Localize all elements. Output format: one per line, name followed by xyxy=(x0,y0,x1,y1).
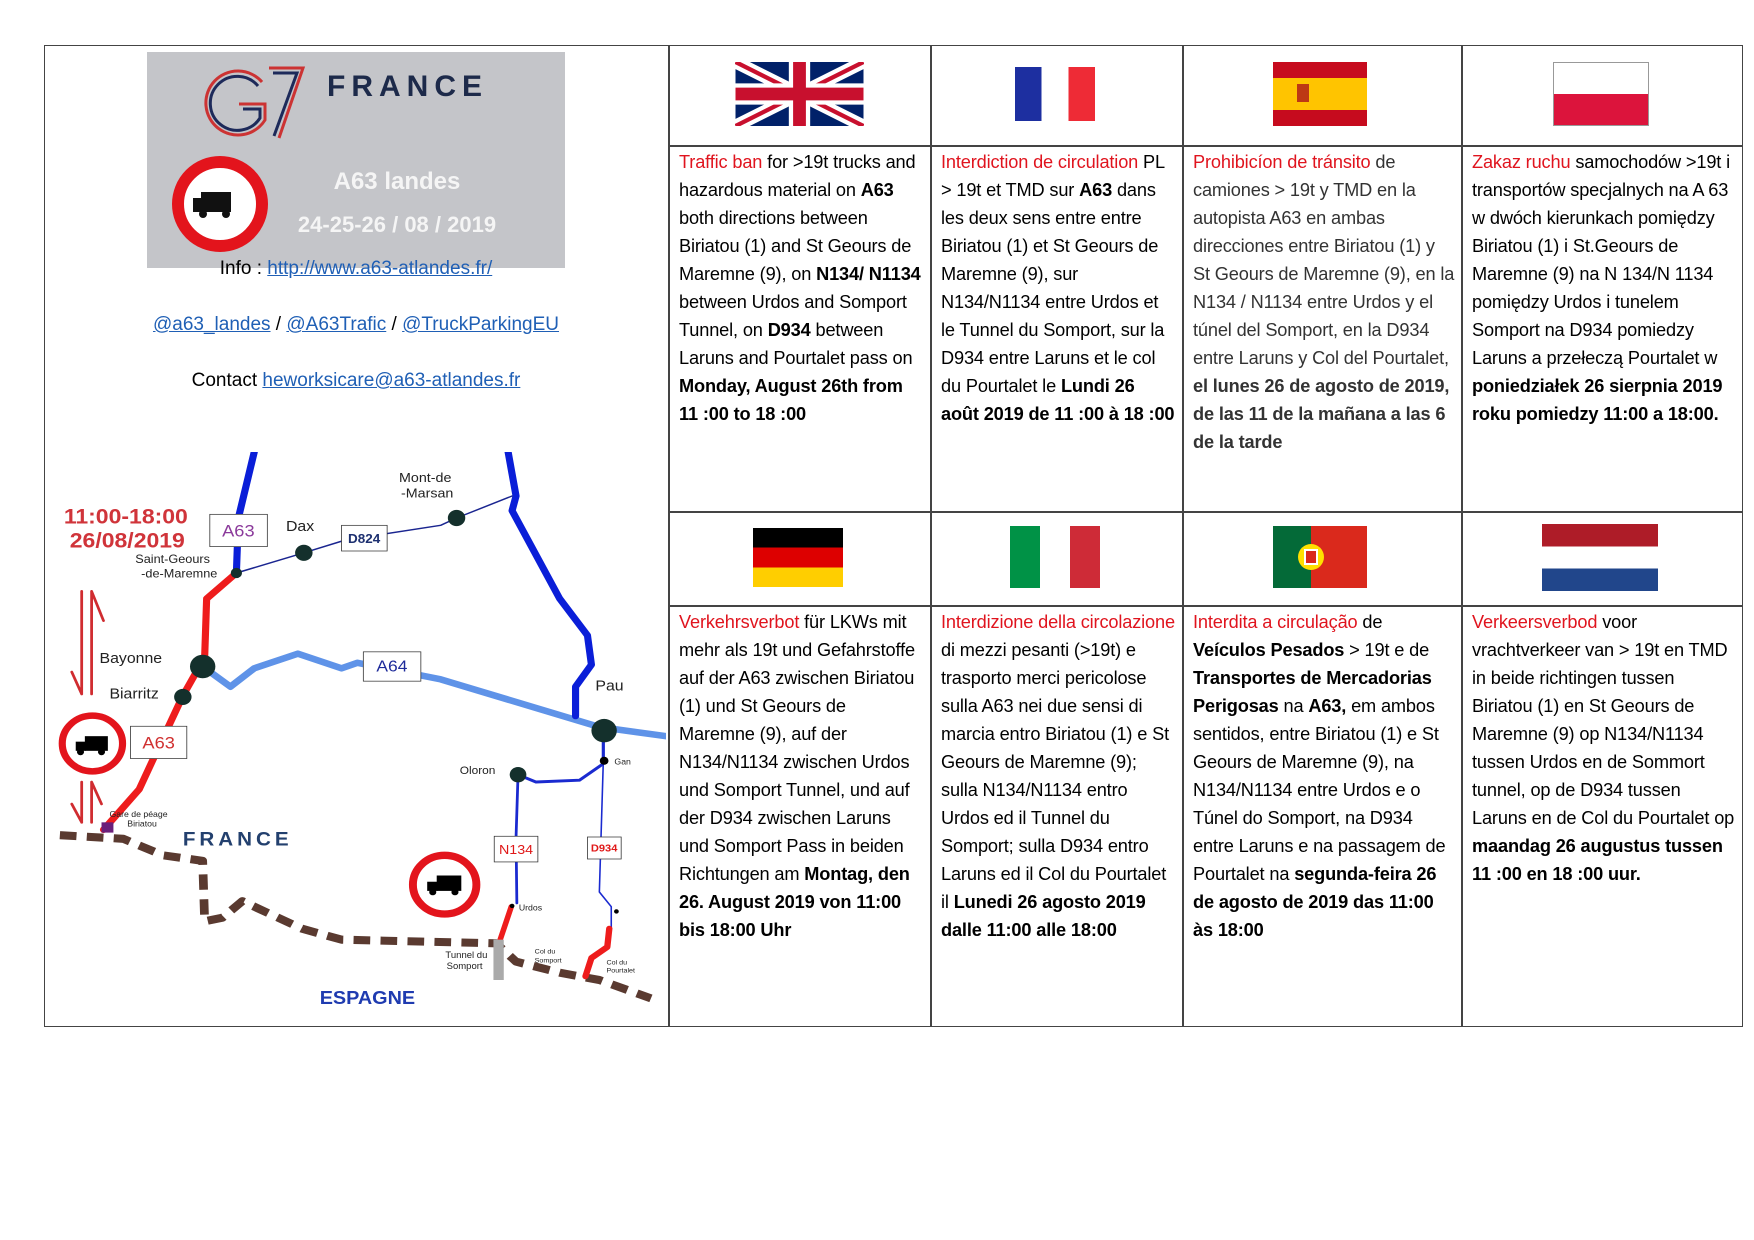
notice-emphasis: N134/ N1134 xyxy=(816,264,921,284)
twitter-handle-a63-landes-link[interactable]: @a63_landes xyxy=(152,314,271,335)
city-bayonne: Bayonne xyxy=(99,650,163,667)
notice-emphasis: poniedziałek 26 sierpnia 2019 roku pomiedzy 11:00 a 18:00. xyxy=(1472,376,1723,424)
notice-emphasis: D934 xyxy=(767,320,811,340)
poland-flag-icon xyxy=(1553,62,1649,126)
contact-line xyxy=(44,370,668,392)
notice-emphasis: maandag 26 augustus tussen 11 :00 en 18 :00 uur. xyxy=(1472,836,1723,884)
notice-text: de camiones > 19t y TMD en la autopista A63 en ambas direcciones entre Biriatou (1) y St Geours de Maremne (9), en la N134 / N1134 entre Urdos y el túnel del Somport, en la D934 entre Laruns y Col del Pourtalet, xyxy=(1193,152,1455,368)
d824-label: D824 xyxy=(348,531,381,546)
contact-label: Contact xyxy=(191,370,263,391)
logo-country-text: FRANCE xyxy=(327,70,488,103)
city-saint-geours: Saint-Geours xyxy=(135,552,211,566)
info-website-link[interactable]: http://www.a63-atlandes.fr/ xyxy=(267,258,493,279)
city-mont-de-marsan: Mont-de xyxy=(399,470,452,485)
place-col-pourtalet: Col du xyxy=(606,959,628,967)
notice-heading: Prohibicíon de tránsito xyxy=(1193,152,1371,172)
notice-emphasis: el lunes 26 de agosto de 2019, de las 11 de la mañana a las 6 de la tarde xyxy=(1193,376,1450,452)
no-trucks-sign-icon xyxy=(178,162,262,246)
twitter-handle-truckparkingeu-link[interactable]: @TruckParkingEU xyxy=(402,314,560,335)
closure-time: 11:00-18:00 xyxy=(63,504,188,529)
notice-emphasis: segunda-feira 26 de agosto de 2019 das 11:00 às 18:00 xyxy=(1193,864,1437,940)
notice-text: > 19t e de xyxy=(1344,640,1430,660)
notice-text: both directions between Biriatou (1) and St Geours de Maremne (9), on xyxy=(679,208,912,284)
closure-date: 26/08/2019 xyxy=(69,528,185,553)
a64-label: A64 xyxy=(376,656,408,676)
city-gan: Gan xyxy=(614,756,631,767)
notice-emphasis: A63 xyxy=(860,180,894,200)
place-col-somport-2: Somport xyxy=(534,957,562,965)
place-toll-biriatou: Gare de péage xyxy=(109,809,168,819)
notice-text: PL > 19t et TMD sur xyxy=(941,152,1165,200)
notice-portuguese xyxy=(1182,606,1461,1026)
notice-text: between Laruns and Pourtalet pass on xyxy=(679,320,913,368)
notice-emphasis: Transportes de Mercadorias Perigosas xyxy=(1193,668,1432,716)
direction-arrows-icon xyxy=(72,591,104,822)
g7-logo-icon xyxy=(206,68,303,138)
notice-text: em ambos sentidos, entre Biriatou (1) e St Geours de Maremne (9), na N134/N1134 entre Urdos e o Túnel do Somport, na D934 entre Laruns e na passagem de Pourtalet na xyxy=(1193,696,1446,884)
notice-text: für LKWs mit mehr als 19t und Gefahrstoffe auf der A63 zwischen Biriatou (1) und St Geours de Maremne (9), auf der N134/N1134 zwischen Urdos und Somport Tunnel, und auf der D934 zwischen Laruns und Somport Pass in beiden Richtungen am xyxy=(679,612,915,884)
city-mont-de-marsan-2: -Marsan xyxy=(401,485,454,501)
notice-emphasis: Monday, August 26th from 11 :00 to 18 :00 xyxy=(679,376,903,424)
notice-text: samochodów >19t i transportów specjalnych na A 63 w dwóch kierunkach pomiędzy Biriatou (1) i St.Geours de Maremne (9) na N 134/N 1134 pomiędzy Urdos i tunelem Somport na D934 pomiedzy Laruns a przełeczą Pourtalet w xyxy=(1472,152,1731,368)
row-divider xyxy=(668,511,1743,513)
france-flag-icon xyxy=(1015,67,1095,121)
notice-emphasis: Veículos Pesados xyxy=(1193,640,1345,660)
notice-emphasis: A63 xyxy=(1079,180,1113,200)
city-dax: Dax xyxy=(285,518,315,535)
country-france: FRANCE xyxy=(182,829,293,851)
notice-text: between Urdos and Somport Tunnel, on xyxy=(679,292,907,340)
notice-emphasis: A63, xyxy=(1308,696,1347,716)
no-trucks-sign-icon xyxy=(62,716,122,772)
notice-heading: Traffic ban xyxy=(679,152,763,172)
notice-emphasis: Lunedi 26 agosto 2019 dalle 11:00 alle 18:00 xyxy=(941,892,1146,940)
info-line xyxy=(44,258,668,280)
notice-heading: Verkeersverbod xyxy=(1472,612,1598,632)
uk-flag-icon xyxy=(735,62,864,126)
n134-closed-section xyxy=(500,907,511,940)
place-col-somport: Col du xyxy=(534,948,556,956)
notice-heading: Interdizione della circolazione xyxy=(941,612,1175,632)
logo-dates: 24-25-26 / 08 / 2019 xyxy=(297,212,497,237)
place-tunnel-somport-2: Somport xyxy=(446,961,483,971)
notice-italian xyxy=(930,606,1182,1026)
notice-heading: Interdiction de circulation xyxy=(941,152,1139,172)
a63-label: A63 xyxy=(142,732,175,753)
notice-text: na xyxy=(1278,696,1309,716)
italy-flag-icon xyxy=(1010,526,1100,588)
notice-text: voor vrachtverkeer van > 19t en TMD in beide richtingen tussen Biriatou (1) en St Geours de Maremne (9) op N134/N1134 tussen Urdos en de Sommort tunnel, op de D934 tussen Laruns en de Col du Pourtalet op xyxy=(1472,612,1735,828)
notice-polish xyxy=(1461,146,1743,511)
notice-text: di mezzi pesanti (>19t) e trasporto merci pericolose sulla A63 nei due sensi di marcia entro Biriatou (1) e St Geours de Maremne (9); sulla N134/N1134 entro Urdos ed il Tunnel du Somport; sulla D934 entro Laruns ed il Col du Pourtalet il xyxy=(941,640,1169,912)
place-col-pourtalet-2: Pourtalet xyxy=(606,967,636,975)
logo-subtitle: A63 landes xyxy=(333,168,461,195)
notice-german xyxy=(668,606,930,1026)
separator: / xyxy=(386,314,403,335)
place-tunnel-somport: Tunnel du xyxy=(445,950,488,960)
place-toll-biriatou-2: Biriatou xyxy=(127,819,157,829)
city-oloron: Oloron xyxy=(459,765,496,777)
notice-spanish xyxy=(1182,146,1461,511)
east-road xyxy=(508,452,591,716)
a63-north-road xyxy=(236,452,254,573)
notice-heading: Interdita a circulação xyxy=(1193,612,1358,632)
oloron-road xyxy=(518,731,603,782)
notice-heading: Verkehrsverbot xyxy=(679,612,800,632)
notice-heading: Zakaz ruchu xyxy=(1472,152,1571,172)
social-handles-line xyxy=(44,314,668,336)
notice-text: de xyxy=(1357,612,1383,632)
notice-emphasis: Lundi 26 août 2019 de 11 :00 à 18 :00 xyxy=(941,376,1175,424)
notice-text: for >19t trucks and hazardous material on xyxy=(679,152,916,200)
city-biarritz: Biarritz xyxy=(109,685,159,703)
notice-dutch xyxy=(1461,606,1743,1026)
border-line xyxy=(60,835,651,998)
contact-email-link[interactable]: heworksicare@a63-atlandes.fr xyxy=(262,370,521,391)
d934-label: D934 xyxy=(590,843,618,855)
place-urdos: Urdos xyxy=(518,902,543,913)
notice-text: dans les deux sens entre entre Biriatou (1) et St Geours de Maremne (9), sur N134/N1134 entre Urdos et le Tunnel du Somport, sur la D934 entre Laruns et le col du Pourtalet le xyxy=(941,180,1165,396)
n134-label: N134 xyxy=(498,842,534,858)
d934-closed-section xyxy=(585,929,609,977)
notice-english xyxy=(668,146,930,511)
twitter-handle-a63trafic-link[interactable]: @A63Trafic xyxy=(286,314,387,335)
netherlands-flag-icon xyxy=(1542,524,1658,591)
portugal-flag-icon xyxy=(1273,526,1367,588)
notice-french xyxy=(930,146,1182,511)
no-trucks-sign-icon xyxy=(413,855,476,914)
notice-emphasis: Montag, den 26. August 2019 von 11:00 bis 18:00 Uhr xyxy=(679,864,910,940)
spain-flag-icon xyxy=(1273,62,1367,126)
route-map xyxy=(44,452,666,1024)
country-espagne: ESPAGNE xyxy=(319,988,416,1009)
tunnel-marker xyxy=(493,940,503,980)
info-label: Info : xyxy=(219,258,268,279)
separator: / xyxy=(270,314,287,335)
g7-france-logo-banner xyxy=(147,52,565,268)
toll-marker xyxy=(102,822,114,832)
germany-flag-icon xyxy=(753,528,843,587)
a63-label: A63 xyxy=(222,520,255,541)
city-pau: Pau xyxy=(595,677,624,695)
city-saint-geours-2: -de-Maremne xyxy=(141,566,218,581)
